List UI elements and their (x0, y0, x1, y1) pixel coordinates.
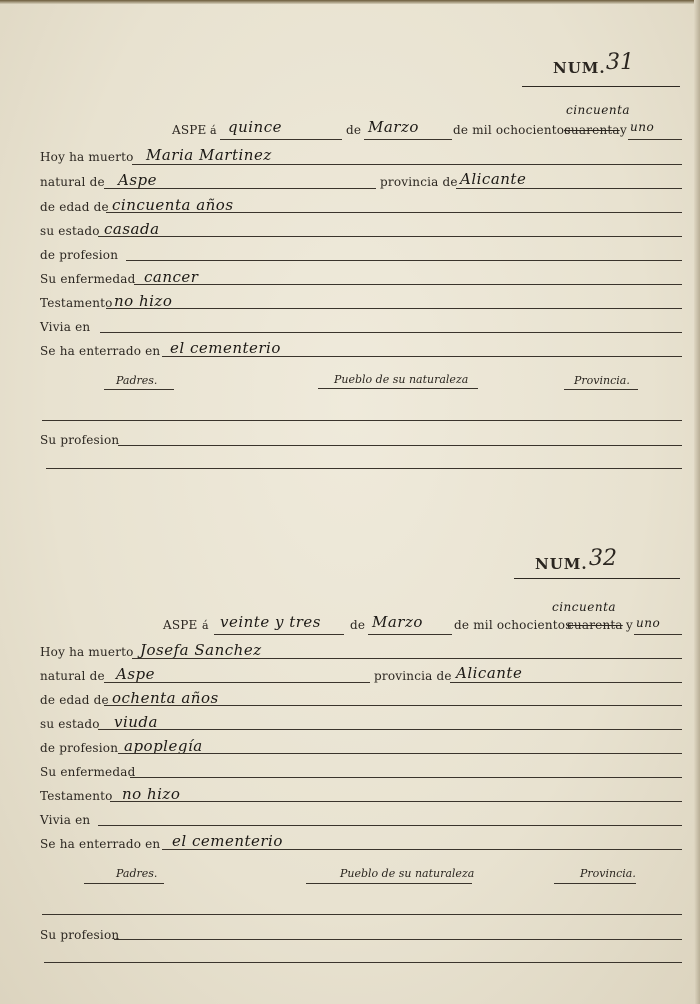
profesion-label: de profesion (40, 741, 119, 755)
enterrado-value: el cementerio (170, 339, 281, 357)
decade-written: cincuenta (566, 103, 631, 117)
padres-line (42, 420, 682, 421)
de-mil-label: de mil ochocientos (454, 618, 572, 632)
month-line (368, 634, 452, 635)
provincia-value: Alicante (460, 170, 527, 188)
page-right-edge (694, 0, 700, 1004)
vivia-label: Vivia en (40, 813, 91, 827)
y-label: y (620, 123, 627, 137)
provincia-label: provincia de (380, 175, 458, 189)
de-mil-label: de mil ochocientos (453, 123, 571, 137)
month-line (364, 139, 452, 140)
record-end-line (44, 962, 682, 963)
testamento-line (110, 801, 682, 802)
enterrado-value: el cementerio (172, 832, 283, 850)
natural-label: natural de (40, 175, 105, 189)
padres-header-underline (104, 389, 174, 390)
pueblo-header: Pueblo de su naturaleza (334, 373, 469, 386)
enterrado-line (162, 849, 682, 850)
day-line (220, 139, 342, 140)
name-line (132, 164, 682, 165)
estado-value: casada (104, 220, 160, 238)
testamento-label: Testamento (40, 296, 113, 310)
enfermedad-value: cancer (144, 268, 199, 286)
year-written: uno (636, 616, 661, 630)
edad-value: cincuenta años (112, 196, 234, 214)
vivia-line (100, 332, 682, 333)
record-number-underline (522, 86, 680, 87)
name-line (132, 658, 682, 659)
provincia-header: Provincia. (574, 374, 630, 387)
padres-header: Padres. (116, 867, 158, 880)
estado-line (98, 236, 682, 237)
pueblo-header: Pueblo de su naturaleza (340, 867, 475, 880)
pueblo-header-underline (306, 883, 472, 884)
enterrado-label: Se ha enterrado en (40, 837, 161, 851)
place-label: ASPE (172, 123, 207, 137)
padres-header: Padres. (116, 374, 158, 387)
natural-value: Aspe (116, 665, 156, 683)
provincia-value: Alicante (456, 664, 523, 682)
de-label: de (350, 618, 366, 632)
su-profesion-label: Su profesion (40, 928, 120, 942)
provincia-line (450, 682, 682, 683)
profesion-value: apoplegía (124, 737, 203, 755)
record-number-value: 31 (606, 50, 634, 75)
decade-printed: cuarenta (564, 123, 620, 137)
padres-line (42, 914, 682, 915)
record-number-label: NUM. (553, 59, 606, 77)
profesion-label: de profesion (40, 248, 119, 262)
estado-line (98, 729, 682, 730)
deceased-name: Maria Martinez (146, 146, 272, 164)
page-top-edge (0, 0, 700, 4)
edad-line (106, 212, 682, 213)
natural-value: Aspe (118, 171, 158, 189)
record-number-value: 32 (589, 546, 617, 571)
su-profesion-label: Su profesion (40, 433, 120, 447)
enfermedad-label: Su enfermedad (40, 765, 136, 779)
padres-header-underline (84, 883, 164, 884)
edad-value: ochenta años (112, 689, 219, 707)
su-profesion-line (118, 445, 682, 446)
record-end-line (46, 468, 682, 469)
profesion-line (118, 753, 682, 754)
a-label: á (210, 124, 217, 137)
day-value: quince (228, 118, 282, 136)
provincia-header: Provincia. (580, 867, 636, 880)
decade-printed: cuarenta (567, 618, 623, 632)
edad-line (104, 705, 682, 706)
vivia-line (98, 825, 682, 826)
testamento-value: no hizo (114, 292, 173, 310)
month-value: Marzo (368, 118, 419, 136)
estado-label: su estado (40, 224, 100, 238)
place-label: ASPE (163, 618, 198, 632)
testamento-label: Testamento (40, 789, 113, 803)
day-value: veinte y tres (220, 613, 321, 631)
estado-value: viuda (114, 713, 158, 731)
year-line (634, 634, 682, 635)
natural-line (104, 188, 376, 189)
y-label: y (626, 618, 633, 632)
vivia-label: Vivia en (40, 320, 91, 334)
provincia-header-underline (564, 389, 638, 390)
record-number-underline (514, 578, 680, 579)
hoy-ha-muerto-label: Hoy ha muerto (40, 150, 134, 164)
estado-label: su estado (40, 717, 100, 731)
hoy-ha-muerto-label: Hoy ha muerto (40, 645, 134, 659)
de-label: de (346, 123, 362, 137)
provincia-label: provincia de (374, 669, 452, 683)
edad-label: de edad de (40, 693, 109, 707)
year-written: uno (630, 120, 655, 134)
natural-label: natural de (40, 669, 105, 683)
enfermedad-label: Su enfermedad (40, 272, 136, 286)
edad-label: de edad de (40, 200, 109, 214)
year-line (628, 139, 682, 140)
natural-line (104, 682, 370, 683)
month-value: Marzo (372, 613, 423, 631)
enterrado-line (162, 356, 682, 357)
testamento-line (106, 308, 682, 309)
a-label: á (202, 619, 209, 632)
enfermedad-line (130, 777, 682, 778)
su-profesion-line (114, 939, 682, 940)
provincia-line (456, 188, 682, 189)
enterrado-label: Se ha enterrado en (40, 344, 161, 358)
enfermedad-line (134, 284, 682, 285)
record-number-label: NUM. (535, 555, 588, 573)
day-line (214, 634, 344, 635)
provincia-header-underline (554, 883, 636, 884)
decade-written: cincuenta (552, 600, 617, 614)
profesion-line (126, 260, 682, 261)
pueblo-header-underline (318, 388, 478, 389)
deceased-name: Josefa Sanchez (140, 641, 262, 659)
testamento-value: no hizo (122, 785, 181, 803)
